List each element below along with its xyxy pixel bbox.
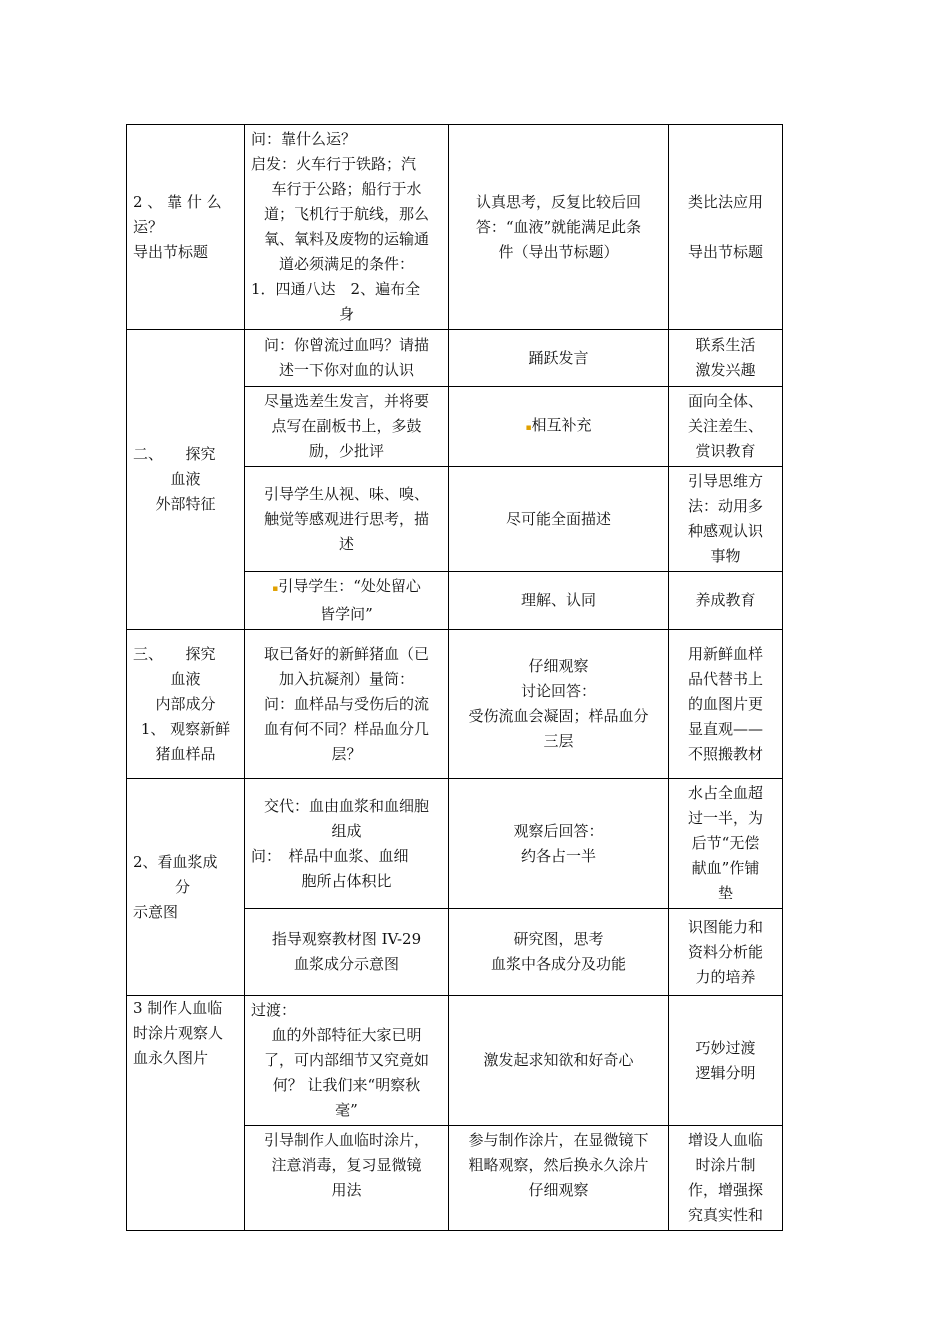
intent-text: 后节“无偿 [691, 834, 760, 852]
mark-dot-icon: ▪ [272, 584, 279, 594]
stage-text: 分 [175, 877, 191, 896]
teacher-text: 述一下你对血的认识 [278, 361, 414, 379]
intent-text: 品代替书上 [687, 669, 763, 688]
stage-text: 血永久图片 [133, 1049, 209, 1067]
intent-text: 垫 [717, 884, 733, 902]
student-text: 粗略观察，然后换永久涂片 [468, 1156, 649, 1174]
stage-text: 3 制作人血临 [133, 999, 223, 1017]
student-text: 讨论回答： [520, 682, 596, 700]
teacher-cell [245, 572, 449, 630]
student-text: 约各占一半 [520, 846, 596, 865]
teacher-text: 问： 样品中血浆、血细 [251, 846, 409, 865]
student-cell [449, 330, 669, 387]
intent-text: 法：动用多 [687, 497, 763, 515]
student-cell [449, 630, 669, 779]
teacher-text: 触觉等感观进行思考，描 [263, 509, 429, 528]
intent-text: 赏识教育 [695, 442, 756, 460]
student-text: 仔细观察 [528, 657, 589, 675]
student-text: 相互补充 [531, 415, 592, 434]
teacher-text: 引导制作人血临时涂片， [263, 1131, 429, 1149]
stage-text: 2 、 靠 什 么 [133, 192, 222, 211]
intent-text: 献血”作铺 [691, 859, 760, 877]
teacher-text: 过渡： [251, 1001, 297, 1019]
teacher-text: 注意消毒，复习显微镜 [271, 1156, 422, 1174]
intent-cell [669, 630, 783, 779]
student-text: 仔细观察 [528, 1181, 589, 1199]
stage-text: 二、 探究 [133, 445, 216, 463]
intent-text: 关注差生、 [687, 417, 763, 435]
teacher-text: 道必须满足的条件： [278, 255, 414, 273]
student-text: 血浆中各成分及功能 [490, 955, 626, 973]
teacher-cell [245, 1126, 449, 1231]
teacher-text: 交代：血由血浆和血细胞 [263, 796, 429, 815]
student-cell [449, 779, 669, 909]
lesson-plan-table [126, 124, 783, 1231]
teacher-text: 指导观察教材图 IV-29 [271, 930, 422, 948]
stage-text: 1、 观察新鲜 [140, 719, 231, 738]
intent-text: 养成教育 [695, 591, 756, 609]
student-text: 答：“血液”就能满足此条 [475, 217, 642, 236]
intent-cell [669, 996, 783, 1126]
stage-cell [127, 330, 245, 630]
teacher-text: 身 [338, 305, 354, 323]
stage-text: 运？ [133, 217, 164, 236]
student-text: 理解、认同 [520, 591, 596, 609]
stage-text: 三、 探究 [133, 644, 216, 663]
student-cell [449, 572, 669, 630]
stage-cell [127, 630, 245, 779]
teacher-text: 1．四通八达 2、遍布全 [251, 280, 421, 298]
student-text: 尽可能全面描述 [505, 509, 611, 528]
intent-text: 的血图片更 [687, 694, 763, 713]
stage-text: 内部成分 [155, 694, 216, 713]
intent-text: 不照搬教材 [687, 744, 763, 763]
intent-text: 时涂片制 [695, 1156, 756, 1174]
teacher-text: 述 [338, 534, 354, 553]
intent-text: 激发兴趣 [695, 361, 756, 379]
teacher-text: 问：你曾流过血吗？请描 [263, 336, 429, 354]
teacher-cell [245, 125, 449, 330]
stage-text: 猪血样品 [155, 744, 216, 763]
stage-text: 时涂片观察人 [133, 1024, 224, 1042]
teacher-text: 点写在副板书上，多鼓 [271, 417, 422, 435]
intent-text: 用新鲜血样 [687, 644, 763, 663]
intent-text: 事物 [710, 547, 741, 565]
teacher-text: 取已备好的新鲜猪血（已 [263, 644, 429, 663]
student-text: 参与制作涂片，在显微镜下 [468, 1131, 649, 1149]
teacher-cell [245, 467, 449, 572]
intent-text: 种感观认识 [687, 522, 763, 540]
teacher-text: 血有何不同？样品血分几 [263, 719, 429, 738]
teacher-text: 皆学问” [320, 605, 373, 623]
teacher-text: 了，可内部细节又究竟如 [263, 1051, 429, 1069]
teacher-text: 启发：火车行于铁路；汽 [251, 155, 417, 173]
teacher-cell [245, 387, 449, 467]
stage-cell [127, 996, 245, 1231]
teacher-text: 毫” [335, 1101, 358, 1119]
intent-cell [669, 330, 783, 387]
student-cell [449, 1126, 669, 1231]
intent-text: 逻辑分明 [695, 1063, 756, 1082]
teacher-text: 引导学生从视、味、嗅、 [263, 484, 429, 503]
intent-text: 究真实性和 [687, 1206, 763, 1224]
stage-text: 血液 [170, 470, 201, 488]
teacher-text: 组成 [331, 821, 362, 840]
student-text: 踊跃发言 [528, 348, 589, 367]
intent-text: 识图能力和 [687, 917, 763, 936]
intent-cell [669, 387, 783, 467]
student-cell [449, 467, 669, 572]
teacher-cell [245, 996, 449, 1126]
intent-cell [669, 909, 783, 996]
intent-cell [669, 125, 783, 330]
stage-text: 外部特征 [155, 495, 216, 513]
teacher-text: 何？ 让我们来“明察秋 [272, 1076, 421, 1094]
intent-text: 增设人血临 [687, 1131, 763, 1149]
stage-cell [127, 779, 245, 996]
intent-text: 导出节标题 [687, 242, 763, 261]
teacher-text: 血的外部特征大家已明 [271, 1026, 422, 1044]
intent-text: 联系生活 [695, 336, 756, 354]
student-cell [449, 125, 669, 330]
stage-text: 示意图 [133, 902, 179, 921]
teacher-text: 问：靠什么运？ [251, 130, 357, 148]
student-text: 认真思考，反复比较后回 [475, 192, 641, 211]
stage-text: 血液 [170, 669, 201, 688]
teacher-text: 层？ [331, 744, 362, 763]
intent-text: 作，增强探 [687, 1181, 763, 1199]
teacher-text: 加入抗凝剂）量筒： [278, 669, 414, 688]
intent-text: 引导思维方 [687, 472, 763, 490]
intent-text: 过一半，为 [687, 809, 763, 827]
teacher-cell [245, 909, 449, 996]
stage-text: 2、看血浆成 [133, 852, 218, 871]
student-text: 三层 [543, 732, 574, 750]
teacher-text: 道；飞机行于航线，那么 [263, 205, 429, 223]
intent-text: 力的培养 [695, 967, 756, 986]
teacher-cell [245, 779, 449, 909]
teacher-text: 胞所占体积比 [301, 871, 392, 890]
teacher-text: 尽量选差生发言，并将要 [263, 392, 429, 410]
teacher-text: 用法 [331, 1181, 362, 1199]
student-text: 观察后回答： [513, 821, 604, 840]
table-row [127, 779, 783, 909]
student-cell [449, 909, 669, 996]
stage-text: 导出节标题 [133, 242, 209, 261]
intent-text: 资料分析能 [687, 942, 763, 961]
intent-text: 类比法应用 [687, 192, 763, 211]
stage-cell [127, 125, 245, 330]
teacher-text: 氧、氧料及废物的运输通 [263, 230, 429, 248]
table-row [127, 996, 783, 1126]
teacher-cell [245, 330, 449, 387]
teacher-text: 励，少批评 [308, 442, 384, 460]
intent-text: 巧妙过渡 [695, 1038, 756, 1057]
student-text: 激发起求知欲和好奇心 [483, 1051, 634, 1069]
intent-cell [669, 779, 783, 909]
student-cell [449, 387, 669, 467]
intent-text [675, 215, 776, 240]
student-text: 研究图，思考 [513, 930, 604, 948]
intent-cell [669, 467, 783, 572]
teacher-text: 问：血样品与受伤后的流 [263, 694, 429, 713]
teacher-text: 血浆成分示意图 [293, 955, 399, 973]
student-text: 受伤流血会凝固；样品血分 [468, 707, 649, 725]
table-row [127, 630, 783, 779]
intent-text: 面向全体、 [687, 392, 763, 410]
intent-cell [669, 572, 783, 630]
mark-dot-icon: ▪ [525, 422, 532, 433]
student-text: 件（导出节标题） [498, 242, 619, 261]
intent-text: 水占全血超 [687, 784, 763, 802]
teacher-text: 引导学生：“处处留心 [278, 577, 421, 595]
intent-text: 显直观—— [687, 719, 763, 738]
table-row [127, 330, 783, 387]
intent-cell [669, 1126, 783, 1231]
table-row [127, 125, 783, 330]
teacher-cell [245, 630, 449, 779]
student-cell [449, 996, 669, 1126]
lesson-plan-body [127, 125, 783, 1231]
teacher-text: 车行于公路；船行于水 [271, 180, 422, 198]
